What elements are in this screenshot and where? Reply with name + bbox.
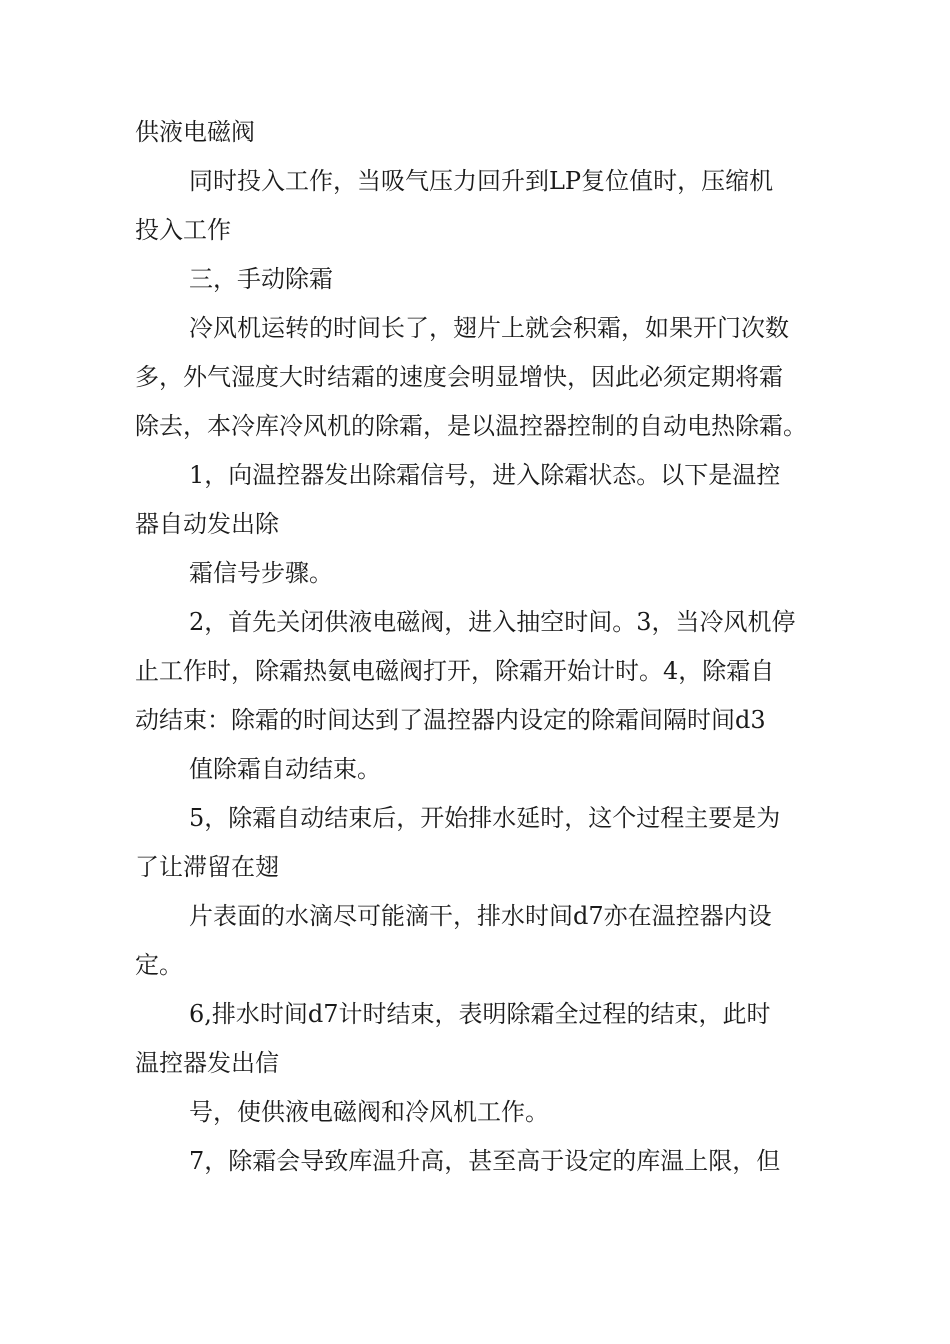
- text-line: 多，外气湿度大时结霜的速度会明显增快，因此必须定期将霜: [135, 363, 783, 391]
- paragraph-line: 值除霜自动结束。: [189, 755, 381, 783]
- text-line: 供液电磁阀: [135, 118, 255, 146]
- text-line: 温控器发出信: [135, 1049, 279, 1077]
- text-line: 止工作时，除霜热氨电磁阀打开，除霜开始计时。4，除霜自: [135, 657, 775, 685]
- text-line: 器自动发出除: [135, 510, 279, 538]
- paragraph-line: 霜信号步骤。: [189, 559, 333, 587]
- document-body: [135, 108, 840, 1186]
- paragraph-line: 片表面的水滴尽可能滴干，排水时间d7亦在温控器内设: [189, 902, 772, 930]
- paragraph-line: 冷风机运转的时间长了，翅片上就会积霜，如果开门次数: [189, 314, 789, 342]
- paragraph-line: 6,排水时间d7计时结束，表明除霜全过程的结束，此时: [189, 1000, 771, 1028]
- text-line: 除去，本冷库冷风机的除霜，是以温控器控制的自动电热除霜。: [135, 412, 807, 440]
- text-line: 了让滞留在翅: [135, 853, 279, 881]
- paragraph-line: 2，首先关闭供液电磁阀，进入抽空时间。3，当冷风机停: [189, 608, 796, 636]
- paragraph-line: 1，向温控器发出除霜信号，进入除霜状态。以下是温控: [189, 461, 781, 489]
- section-heading: 三，手动除霜: [189, 265, 333, 293]
- paragraph-line: 7，除霜会导致库温升高，甚至高于设定的库温上限，但: [189, 1147, 781, 1175]
- paragraph-line: 号，使供液电磁阀和冷风机工作。: [189, 1098, 549, 1126]
- text-line: 定。: [135, 951, 183, 979]
- text-line: 投入工作: [135, 216, 231, 244]
- text-line: 动结束：除霜的时间达到了温控器内设定的除霜间隔时间d3: [135, 706, 766, 734]
- paragraph-line: 同时投入工作，当吸气压力回升到LP复位值时，压缩机: [189, 167, 774, 195]
- paragraph-line: 5，除霜自动结束后，开始排水延时，这个过程主要是为: [189, 804, 781, 832]
